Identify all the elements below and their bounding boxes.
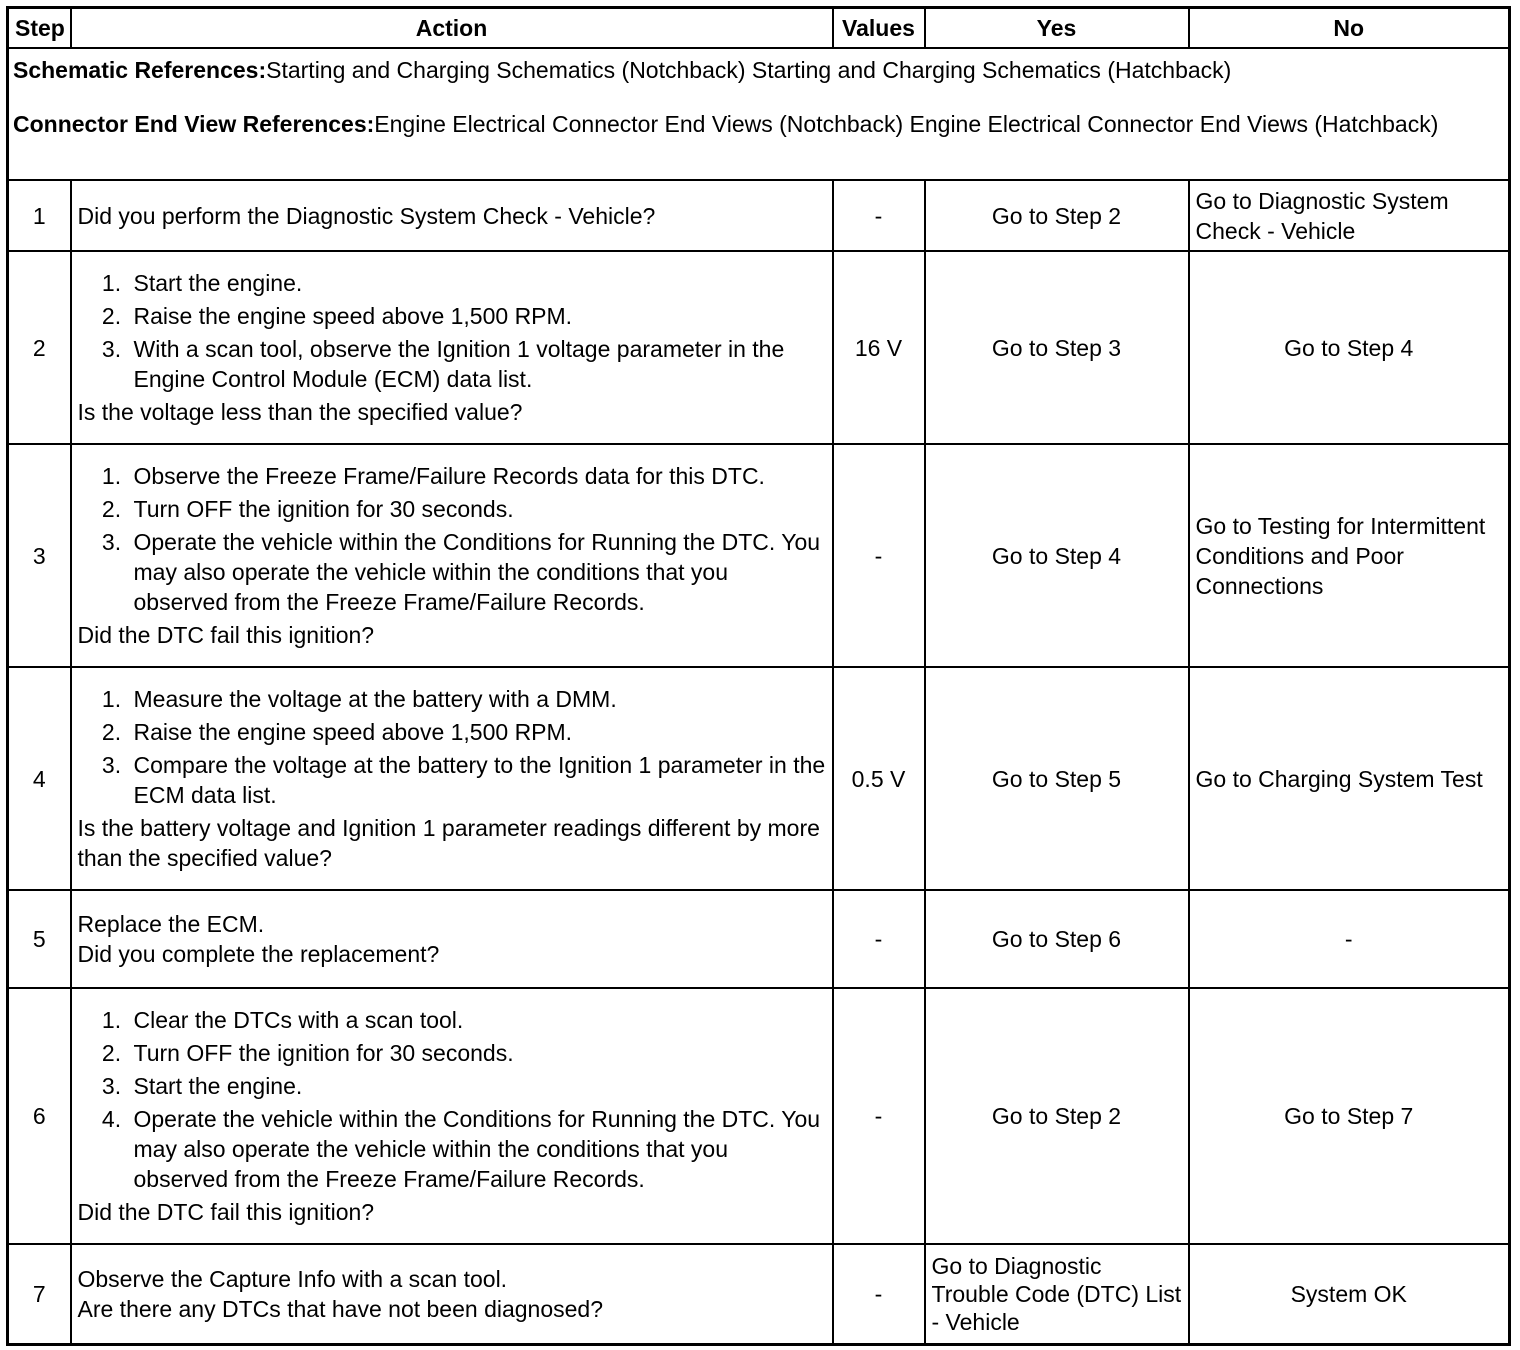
action-steps-list [78, 268, 826, 394]
diagnostic-table [6, 6, 1511, 1346]
header-step: Step [8, 8, 71, 49]
step-number: 2 [8, 251, 71, 444]
value-cell: - [833, 988, 925, 1244]
value-cell: - [833, 444, 925, 667]
table-row [8, 444, 1510, 667]
list-item: 1. Start the engine. [128, 268, 826, 298]
action-steps-list [78, 684, 826, 810]
yes-cell: Go to Step 4 [925, 444, 1189, 667]
no-cell: Go to Step 7 [1189, 988, 1510, 1244]
action-cell [71, 890, 833, 988]
step-number: 4 [8, 667, 71, 890]
value-cell: 16 V [833, 251, 925, 444]
list-item: 3. Start the engine. [128, 1071, 826, 1101]
no-cell: Go to Step 4 [1189, 251, 1510, 444]
header-no: No [1189, 8, 1510, 49]
connector-references-text: Engine Electrical Connector End Views (Notchback) Engine Electrical Connector End Views (Hatchback) [374, 111, 1439, 137]
yes-cell: Go to Step 2 [925, 988, 1189, 1244]
no-cell: Go to Charging System Test [1189, 667, 1510, 890]
references-row [8, 48, 1510, 180]
step-number: 3 [8, 444, 71, 667]
list-item: 2. Raise the engine speed above 1,500 RPM. [128, 301, 826, 331]
header-yes: Yes [925, 8, 1189, 49]
action-question: Did you complete the replacement? [77, 941, 440, 967]
value-cell: 0.5 V [833, 667, 925, 890]
schematic-references-text: Starting and Charging Schematics (Notchback) Starting and Charging Schematics (Hatchback) [266, 57, 1232, 83]
action-question: Did the DTC fail this ignition? [77, 1199, 375, 1225]
table-row [8, 667, 1510, 890]
list-item: 4. Operate the vehicle within the Conditions for Running the DTC. You may also operate the vehicle within the conditions that you observed from the Freeze Frame/Failure Records. [128, 1104, 826, 1194]
yes-cell: Go to Step 5 [925, 667, 1189, 890]
action-lead: Observe the Capture Info with a scan tool. [77, 1265, 508, 1292]
action-steps-list [78, 461, 826, 617]
no-cell: Go to Testing for Intermittent Conditions and Poor Connections [1189, 444, 1510, 667]
action-question: Is the battery voltage and Ignition 1 parameter readings different by more than the specified value? [77, 815, 820, 871]
list-item: 1. Measure the voltage at the battery with a DMM. [128, 684, 826, 714]
action-lead: Did you perform the Diagnostic System Check - Vehicle? [77, 202, 656, 229]
action-cell [71, 444, 833, 667]
value-cell: - [833, 890, 925, 988]
references-cell [8, 48, 1510, 180]
action-cell [71, 251, 833, 444]
action-cell [71, 988, 833, 1244]
value-cell: - [833, 1244, 925, 1344]
header-action: Action [71, 8, 833, 49]
table-row [8, 1244, 1510, 1344]
yes-cell: Go to Diagnostic Trouble Code (DTC) List - Vehicle [925, 1244, 1189, 1344]
table-row [8, 251, 1510, 444]
step-number: 7 [8, 1244, 71, 1344]
list-item: 1. Observe the Freeze Frame/Failure Records data for this DTC. [128, 461, 826, 491]
table-row [8, 890, 1510, 988]
list-item: 2. Turn OFF the ignition for 30 seconds. [128, 1038, 826, 1068]
no-cell: Go to Diagnostic System Check - Vehicle [1189, 180, 1510, 251]
schematic-references-label: Schematic References: [13, 57, 267, 83]
value-cell: - [833, 180, 925, 251]
step-number: 5 [8, 890, 71, 988]
schematic-references [13, 55, 1502, 85]
action-question: Are there any DTCs that have not been diagnosed? [77, 1295, 604, 1322]
table-row [8, 988, 1510, 1244]
action-lead: Replace the ECM. [77, 911, 265, 937]
step-number: 1 [8, 180, 71, 251]
action-question: Did the DTC fail this ignition? [77, 622, 375, 648]
yes-cell: Go to Step 2 [925, 180, 1189, 251]
list-item: 3. Operate the vehicle within the Conditions for Running the DTC. You may also operate the vehicle within the conditions that you observed from the Freeze Frame/Failure Records. [128, 527, 826, 617]
action-cell [71, 667, 833, 890]
connector-references [13, 109, 1502, 139]
action-steps-list [78, 1005, 826, 1194]
no-cell: - [1189, 890, 1510, 988]
action-question: Is the voltage less than the specified value? [77, 399, 523, 425]
header-values: Values [833, 8, 925, 49]
list-item: 3. Compare the voltage at the battery to the Ignition 1 parameter in the ECM data list. [128, 750, 826, 810]
list-item: 3. With a scan tool, observe the Ignition 1 voltage parameter in the Engine Control Module (ECM) data list. [128, 334, 826, 394]
header-row [8, 8, 1510, 49]
yes-cell: Go to Step 6 [925, 890, 1189, 988]
connector-references-label: Connector End View References: [13, 111, 375, 137]
table-row [8, 180, 1510, 251]
action-cell [71, 1244, 833, 1344]
no-cell: System OK [1189, 1244, 1510, 1344]
action-cell [71, 180, 833, 251]
step-number: 6 [8, 988, 71, 1244]
list-item: 2. Turn OFF the ignition for 30 seconds. [128, 494, 826, 524]
list-item: 2. Raise the engine speed above 1,500 RPM. [128, 717, 826, 747]
list-item: 1. Clear the DTCs with a scan tool. [128, 1005, 826, 1035]
yes-cell: Go to Step 3 [925, 251, 1189, 444]
